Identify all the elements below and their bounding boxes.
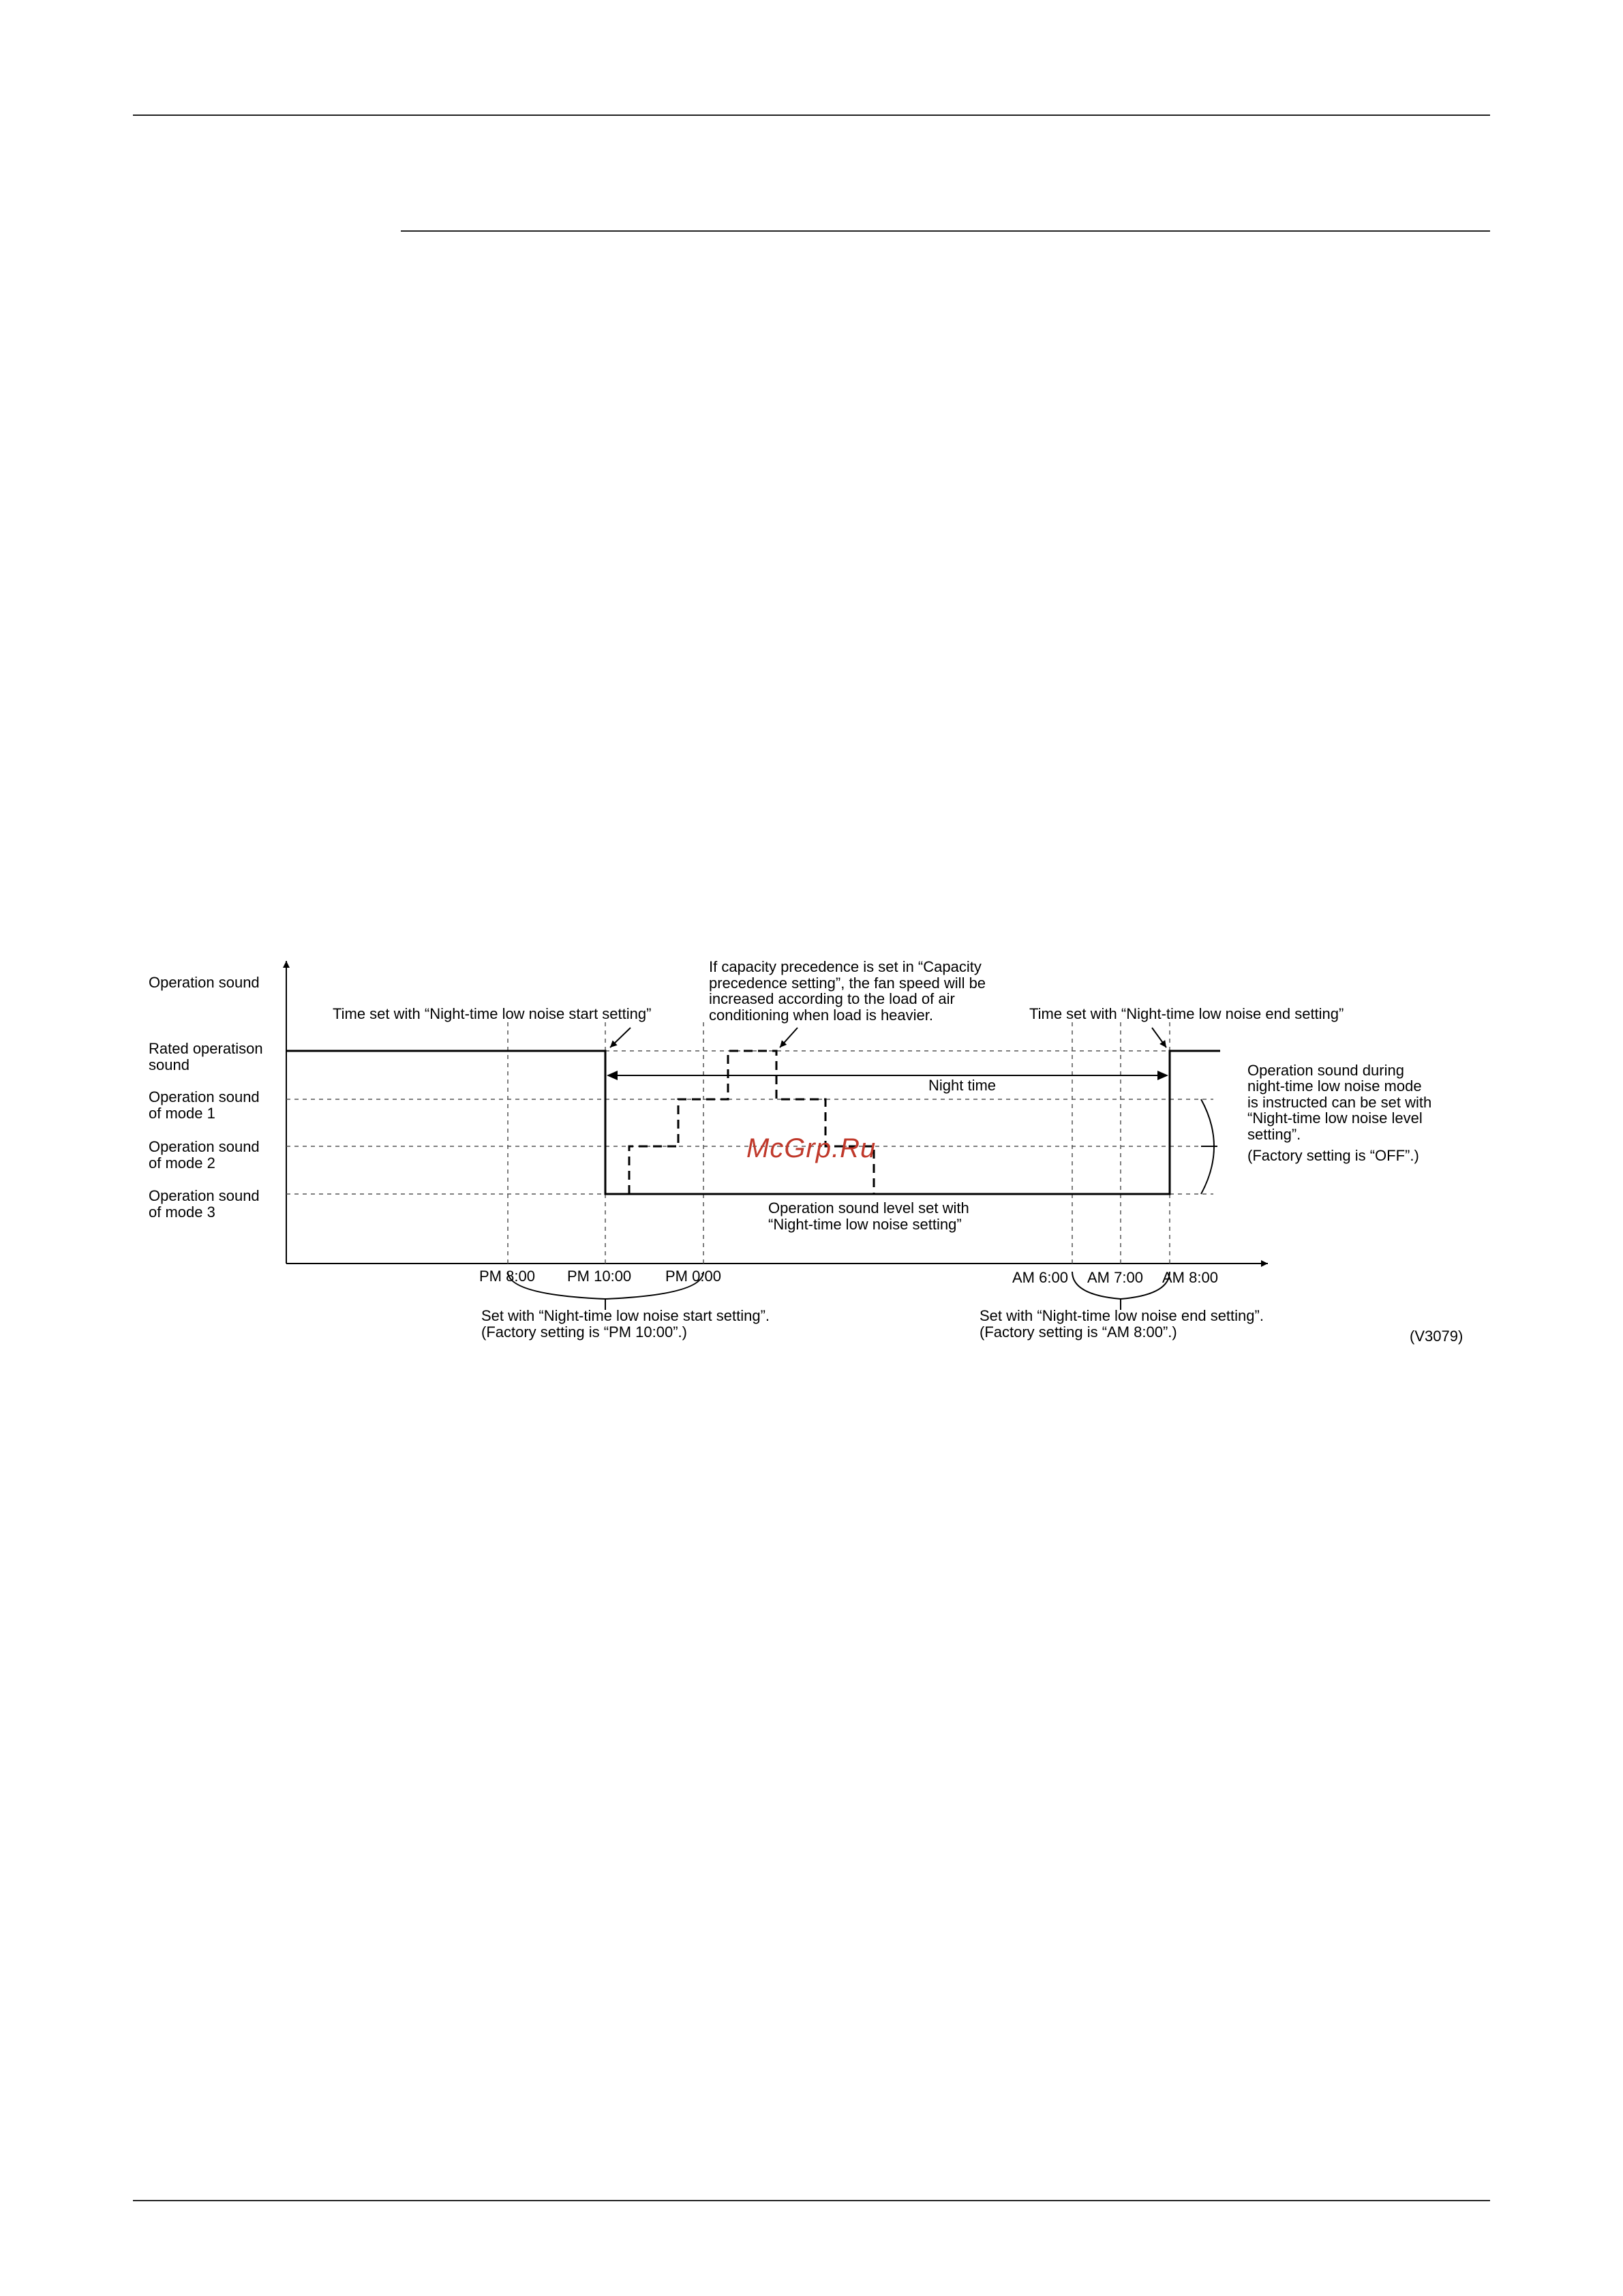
- x-tick-pm10: PM 10:00: [567, 1268, 632, 1285]
- during-mode-annotation-3: is instructed can be set with: [1247, 1094, 1432, 1111]
- night-time-arrow-left: [607, 1071, 618, 1080]
- capacity-annotation-4: conditioning when load is heavier.: [709, 1007, 934, 1024]
- mode3-level-label-2: of mode 3: [149, 1204, 215, 1221]
- capacity-leader: [780, 1028, 798, 1047]
- mode1-level-label: Operation sound: [149, 1088, 260, 1105]
- mode2-level-label: Operation sound: [149, 1138, 260, 1155]
- x-tick-pm0: PM 0:00: [665, 1268, 721, 1285]
- mode2-level-label-2: of mode 2: [149, 1154, 215, 1172]
- mode1-level-label-2: of mode 1: [149, 1105, 215, 1122]
- end-setting-note-2: (Factory setting is “AM 8:00”.): [980, 1323, 1177, 1341]
- during-mode-annotation-1: Operation sound during: [1247, 1062, 1404, 1079]
- x-tick-am7: AM 7:00: [1087, 1269, 1143, 1286]
- x-tick-am8: AM 8:00: [1162, 1269, 1218, 1286]
- start-setting-note-1: Set with “Night-time low noise start setting”.: [481, 1307, 770, 1324]
- night-time-arrow-right: [1157, 1071, 1168, 1080]
- end-time-leader: [1152, 1028, 1166, 1047]
- sound-level-annotation-1: Operation sound level set with: [768, 1199, 969, 1216]
- night-time-label: Night time: [928, 1077, 997, 1094]
- sound-level-annotation-2: “Night-time low noise setting”: [768, 1216, 962, 1233]
- capacity-annotation-3: increased according to the load of air: [709, 990, 955, 1007]
- start-setting-note-2: (Factory setting is “PM 10:00”.): [481, 1323, 687, 1341]
- during-mode-annotation-5: setting”.: [1247, 1126, 1301, 1143]
- end-time-annotation: Time set with “Night-time low noise end setting”: [1029, 1005, 1344, 1022]
- start-time-leader: [610, 1028, 631, 1047]
- during-mode-annotation-6: (Factory setting is “OFF”.): [1247, 1147, 1419, 1164]
- x-tick-am6: AM 6:00: [1012, 1269, 1068, 1286]
- figure-id: (V3079): [1410, 1328, 1463, 1345]
- end-setting-note-1: Set with “Night-time low noise end setting”.: [980, 1307, 1264, 1324]
- rated-level-label: Rated operatison: [149, 1040, 263, 1057]
- during-mode-annotation-2: night-time low noise mode: [1247, 1077, 1422, 1095]
- mode3-level-label: Operation sound: [149, 1187, 260, 1204]
- capacity-annotation-2: precedence setting”, the fan speed will be: [709, 975, 986, 992]
- during-mode-annotation-4: “Night-time low noise level: [1247, 1109, 1423, 1127]
- y-axis-title: Operation sound: [149, 974, 260, 991]
- capacity-precedence-steps: [629, 1051, 877, 1194]
- x-tick-pm8: PM 8:00: [479, 1268, 535, 1285]
- watermark: McGrp.Ru: [746, 1133, 877, 1163]
- start-time-annotation: Time set with “Night-time low noise start setting”: [333, 1005, 652, 1022]
- capacity-annotation-1: If capacity precedence is set in “Capacity: [709, 958, 982, 975]
- operation-sound-profile: [286, 1051, 1220, 1194]
- rated-level-label-2: sound: [149, 1056, 189, 1073]
